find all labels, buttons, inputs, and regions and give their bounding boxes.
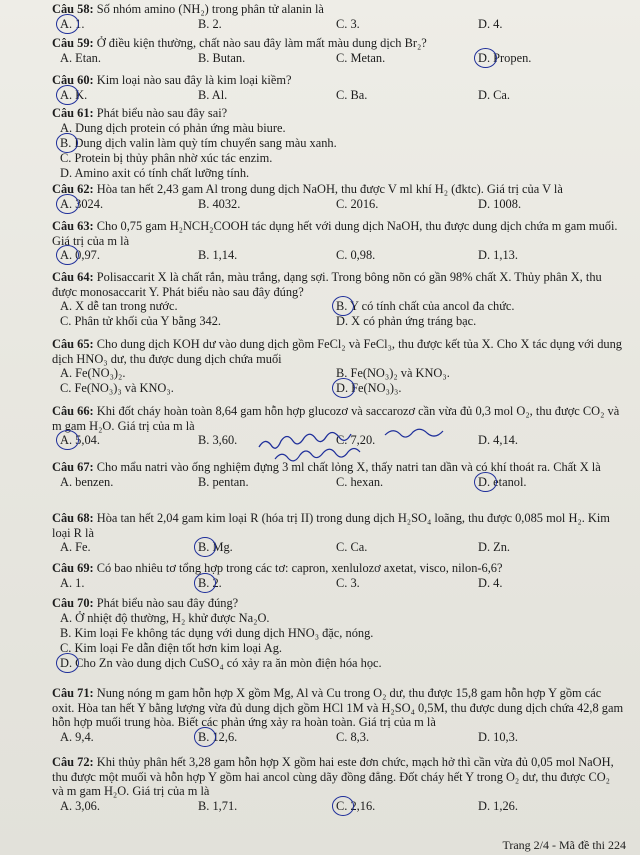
- option-d[interactable]: [478, 475, 527, 490]
- option-label: A.: [60, 50, 76, 65]
- question-stem: [52, 460, 624, 475]
- option-label: C.: [60, 150, 75, 165]
- question-stem: [52, 219, 624, 248]
- option-label: D.: [478, 474, 494, 489]
- option-d[interactable]: [478, 248, 518, 263]
- question-61: [52, 106, 624, 181]
- question-stem: [52, 686, 624, 730]
- option-label: B.: [198, 50, 213, 65]
- option-text: 0,98.: [350, 248, 376, 263]
- option-text: 2016.: [350, 196, 379, 211]
- question-62: [52, 182, 624, 212]
- option-a[interactable]: [60, 366, 125, 381]
- option-label: D.: [478, 798, 494, 813]
- option-text: X dễ tan trong nước.: [75, 299, 178, 314]
- option-label: A.: [60, 610, 76, 625]
- question-stem: [52, 337, 624, 366]
- option-label: B.: [198, 540, 213, 555]
- option-d[interactable]: [60, 656, 382, 670]
- option-text: Fe(NO₃)₃ và KNO₃.: [74, 381, 174, 396]
- question-58: [52, 2, 624, 32]
- option-text: 5,04.: [75, 433, 100, 448]
- option-c[interactable]: [336, 799, 375, 814]
- option-label: D.: [478, 87, 494, 102]
- option-d[interactable]: [478, 540, 510, 555]
- question-number: Câu 65:: [52, 337, 94, 351]
- question-67: [52, 460, 624, 490]
- option-d[interactable]: [478, 197, 521, 212]
- option-text: Ba.: [350, 87, 368, 102]
- option-label: D.: [60, 655, 76, 670]
- option-label: C.: [336, 575, 351, 590]
- option-label: A.: [60, 196, 76, 211]
- question-stem: [52, 596, 624, 611]
- option-text: Metan.: [350, 50, 386, 65]
- option-text: Propen.: [493, 50, 532, 65]
- option-c[interactable]: [336, 17, 360, 32]
- option-d[interactable]: [336, 314, 476, 329]
- option-text: Fe(NO₃)₂.: [75, 366, 126, 381]
- option-c[interactable]: [336, 576, 360, 591]
- option-text: Dung dịch protein có phản ứng màu biure.: [75, 120, 286, 135]
- option-text: 8,3.: [350, 729, 370, 744]
- option-label: B.: [198, 16, 213, 31]
- option-label: A.: [60, 433, 76, 448]
- option-line: [60, 656, 624, 671]
- option-b[interactable]: [198, 475, 249, 490]
- option-label: B.: [198, 474, 213, 489]
- option-c[interactable]: [336, 197, 378, 212]
- option-text: Etan.: [75, 50, 101, 65]
- option-d[interactable]: [336, 381, 401, 396]
- option-text: X có phản ứng tráng bạc.: [351, 314, 477, 329]
- option-label: D.: [336, 381, 352, 396]
- option-text: Ở nhiệt độ thường, H₂ khử được Na₂O.: [75, 610, 270, 625]
- option-b[interactable]: [198, 248, 237, 263]
- option-c[interactable]: [336, 475, 383, 490]
- option-text: Fe(NO₃)₂ và KNO₃.: [350, 366, 450, 381]
- question-number: Câu 58:: [52, 2, 94, 16]
- option-label: D.: [478, 196, 494, 211]
- option-text: 1,14.: [212, 248, 238, 263]
- option-a[interactable]: [60, 576, 84, 591]
- option-label: A.: [60, 299, 76, 314]
- option-label: B.: [336, 366, 351, 381]
- option-label: C.: [336, 729, 351, 744]
- option-text: Kim loại Fe không tác dụng với dung dịch HNO₃ đặc, nóng.: [74, 625, 374, 640]
- question-text: Ở điều kiện thường, chất nào sau đây làm mất màu dung dịch Br₂?: [93, 36, 427, 50]
- option-label: B.: [198, 248, 213, 263]
- option-text: Y có tính chất của ancol đa chức.: [350, 299, 515, 314]
- option-text: 4032.: [212, 196, 241, 211]
- option-d[interactable]: [478, 88, 510, 103]
- option-b[interactable]: [198, 17, 222, 32]
- option-text: 3.: [350, 16, 360, 31]
- option-text: 4.: [493, 575, 503, 590]
- question-60: [52, 73, 624, 103]
- question-stem: [52, 2, 624, 17]
- option-label: D.: [478, 729, 494, 744]
- option-label: B.: [198, 798, 213, 813]
- option-c[interactable]: [60, 641, 282, 655]
- option-b[interactable]: [198, 576, 222, 591]
- question-63: [52, 219, 624, 263]
- option-label: D.: [478, 575, 494, 590]
- option-text: 7,20.: [350, 433, 376, 448]
- option-text: Kim loại Fe dẫn điện tốt hơn kim loại Ag.: [74, 640, 283, 655]
- option-label: D.: [478, 16, 494, 31]
- question-text: Hòa tan hết 2,04 gam kim loại R (hóa trị II) trong dung dịch H₂SO₄ loãng, thu được 0,085 mol H₂. Kim loại R là: [52, 511, 610, 540]
- option-label: A.: [60, 540, 76, 555]
- option-b[interactable]: [198, 51, 245, 66]
- question-number: Câu 66:: [52, 404, 94, 418]
- option-text: 1.: [75, 16, 85, 31]
- option-label: C.: [336, 798, 351, 813]
- option-label: C.: [336, 16, 351, 31]
- option-text: K.: [75, 87, 88, 102]
- option-d[interactable]: [60, 166, 249, 180]
- option-label: B.: [198, 433, 213, 448]
- option-text: benzen.: [75, 474, 114, 489]
- option-text: 3024.: [75, 196, 104, 211]
- option-label: A.: [60, 798, 76, 813]
- option-text: 2,16.: [350, 798, 376, 813]
- option-label: A.: [60, 474, 76, 489]
- option-line: [60, 166, 624, 181]
- option-c[interactable]: [336, 433, 375, 448]
- option-b[interactable]: [60, 136, 337, 150]
- option-c[interactable]: [336, 88, 367, 103]
- question-text: Cho 0,75 gam H₂NCH₂COOH tác dụng hết với dung dịch NaOH, thu được dung dịch chứa m gam muối. Giá trị của m là: [52, 219, 618, 248]
- question-stem: [52, 404, 624, 433]
- option-line: [60, 151, 624, 166]
- option-text: 3.: [350, 575, 360, 590]
- option-b[interactable]: [198, 799, 237, 814]
- question-text: Phát biểu nào sau đây sai?: [93, 106, 228, 120]
- option-label: C.: [60, 640, 75, 655]
- question-number: Câu 69:: [52, 561, 94, 575]
- question-stem: [52, 561, 624, 576]
- question-stem: [52, 36, 624, 51]
- question-text: Khi đốt cháy hoàn toàn 8,64 gam hỗn hợp glucozơ và saccarozơ cần vừa đủ 0,3 mol O₂, thu được CO₂ và m gam H₂O. Giá trị của m là: [52, 404, 620, 433]
- option-text: Fe.: [75, 540, 91, 555]
- option-c[interactable]: [336, 51, 385, 66]
- question-stem: [52, 270, 624, 299]
- question-69: [52, 561, 624, 591]
- option-d[interactable]: [478, 730, 518, 745]
- option-label: C.: [336, 540, 351, 555]
- option-text: 2.: [212, 16, 222, 31]
- option-text: Phân tử khối của Y bằng 342.: [74, 314, 222, 329]
- question-stem: [52, 106, 624, 121]
- question-number: Câu 67:: [52, 460, 94, 474]
- question-text: Số nhóm amino (NH₂) trong phân tử alanin là: [93, 2, 324, 16]
- option-label: B.: [60, 135, 75, 150]
- question-number: Câu 72:: [52, 755, 94, 769]
- option-a[interactable]: [60, 121, 286, 135]
- option-text: 3,60.: [212, 433, 238, 448]
- option-a[interactable]: [60, 433, 100, 448]
- option-b[interactable]: [336, 366, 450, 381]
- option-label: C.: [60, 381, 75, 396]
- option-label: C.: [336, 87, 351, 102]
- page-footer: Trang 2/4 - Mã đề thi 224: [502, 838, 626, 852]
- option-text: 10,3.: [493, 729, 518, 744]
- option-a[interactable]: [60, 88, 87, 103]
- option-a[interactable]: [60, 51, 101, 66]
- option-label: A.: [60, 248, 76, 263]
- option-text: 12,6.: [212, 729, 238, 744]
- option-a[interactable]: [60, 611, 270, 625]
- question-text: Khi thủy phân hết 3,28 gam hỗn hợp X gồm hai este đơn chức, mạch hở thì cần vừa đủ 0,05 mol NaOH, thu được một muối và hỗn hợp Y gồm hai ancol cùng dãy đồng đẳng. Đốt cháy hết Y trong O₂ dư, thu được CO₂ và m gam H₂O. Giá trị của m là: [52, 755, 614, 799]
- option-d[interactable]: [478, 576, 502, 591]
- question-text: Cho mẩu natri vào ống nghiệm đựng 3 ml chất lỏng X, thấy natri tan dần và có khí thoát ra. Chất X là: [93, 460, 601, 474]
- question-59: [52, 36, 624, 66]
- question-66: [52, 404, 624, 448]
- option-label: D.: [478, 433, 494, 448]
- option-b[interactable]: [198, 88, 227, 103]
- option-a[interactable]: [60, 540, 91, 555]
- option-label: A.: [60, 575, 76, 590]
- option-b[interactable]: [60, 626, 373, 640]
- option-line: [60, 121, 624, 136]
- option-text: Zn.: [493, 540, 511, 555]
- option-a[interactable]: [60, 17, 84, 32]
- option-line: [60, 626, 624, 641]
- option-d[interactable]: [478, 799, 518, 814]
- option-label: B.: [60, 625, 75, 640]
- option-text: Amino axit có tính chất lưỡng tính.: [74, 165, 250, 180]
- question-stem: [52, 511, 624, 540]
- option-text: Butan.: [212, 50, 246, 65]
- option-label: D.: [478, 540, 494, 555]
- option-label: B.: [198, 87, 212, 102]
- option-c[interactable]: [336, 248, 375, 263]
- option-label: D.: [478, 50, 494, 65]
- option-c[interactable]: [336, 730, 369, 745]
- option-text: hexan.: [350, 474, 384, 489]
- option-label: B.: [198, 575, 213, 590]
- option-c[interactable]: [336, 540, 367, 555]
- option-b[interactable]: [198, 540, 233, 555]
- option-text: Dung dịch valin làm quỳ tím chuyển sang màu xanh.: [74, 135, 337, 150]
- option-text: 4.: [493, 16, 503, 31]
- question-text: Polisaccarit X là chất rắn, màu trắng, dạng sợi. Trong bông nõn có gần 98% chất X. Thủy phân X, thu được monosaccarit Y. Phát biểu nào sau đây đúng?: [52, 270, 602, 299]
- question-stem: [52, 182, 624, 197]
- option-label: A.: [60, 729, 76, 744]
- option-label: A.: [60, 120, 76, 135]
- option-a[interactable]: [60, 248, 100, 263]
- option-d[interactable]: [478, 51, 531, 66]
- question-text: Cho dung dịch KOH dư vào dung dịch gồm FeCl₂ và FeCl₃, thu được kết tủa X. Cho X tác dụng với dung dịch HNO₃ dư, thu được dung dịch chứa muối: [52, 337, 623, 366]
- option-label: B.: [198, 729, 213, 744]
- option-label: B.: [336, 299, 350, 314]
- question-stem: [52, 73, 624, 88]
- option-label: C.: [60, 314, 75, 329]
- question-number: Câu 61:: [52, 106, 94, 120]
- question-text: Có bao nhiêu tơ tổng hợp trong các tơ: capron, xenlulozơ axetat, visco, nilon-6,6?: [93, 561, 503, 575]
- option-text: 1,13.: [493, 248, 518, 263]
- question-68: [52, 511, 624, 555]
- question-number: Câu 70:: [52, 596, 94, 610]
- option-b[interactable]: [198, 730, 237, 745]
- option-label: C.: [336, 196, 351, 211]
- question-text: Phát biểu nào sau đây đúng?: [93, 596, 239, 610]
- option-b[interactable]: [198, 433, 237, 448]
- option-label: C.: [336, 474, 351, 489]
- question-text: Nung nóng m gam hỗn hợp X gồm Mg, Al và Cu trong O₂ dư, thu được 15,8 gam hỗn hợp Y gồm các oxit. Hòa tan hết Y bằng lượng vừa đủ dung dịch gồm HCl 1M và H₂SO₄ 0,5M, thu được dung dịch chứa 42,8 gam hỗn hợp muối trung hòa. Biết các phản ứng xảy ra hoàn toàn. Giá trị của m là: [52, 686, 624, 730]
- question-70: [52, 596, 624, 671]
- option-b[interactable]: [336, 299, 515, 314]
- option-label: A.: [60, 366, 76, 381]
- option-line: [60, 136, 624, 151]
- option-text: 0,97.: [75, 248, 100, 263]
- option-label: A.: [60, 16, 76, 31]
- question-stem: [52, 755, 624, 799]
- option-d[interactable]: [478, 17, 502, 32]
- option-d[interactable]: [478, 433, 518, 448]
- option-line: [60, 641, 624, 656]
- question-text: Hòa tan hết 2,43 gam Al trong dung dịch NaOH, thu được V ml khí H₂ (đktc). Giá trị của V là: [93, 182, 563, 196]
- question-number: Câu 60:: [52, 73, 94, 87]
- option-text: 1,71.: [212, 798, 238, 813]
- option-label: C.: [336, 50, 351, 65]
- option-text: 1008.: [493, 196, 522, 211]
- option-text: 2.: [212, 575, 222, 590]
- option-text: Cho Zn vào dung dịch CuSO₄ có xảy ra ăn mòn điện hóa học.: [75, 655, 382, 670]
- option-label: C.: [336, 248, 351, 263]
- option-c[interactable]: [60, 314, 221, 329]
- question-72: [52, 755, 624, 814]
- question-text: Kim loại nào sau đây là kim loại kiềm?: [93, 73, 292, 87]
- option-a[interactable]: [60, 299, 178, 314]
- question-number: Câu 71:: [52, 686, 94, 700]
- option-a[interactable]: [60, 197, 103, 212]
- option-text: 9,4.: [75, 729, 94, 744]
- option-b[interactable]: [198, 197, 240, 212]
- option-a[interactable]: [60, 475, 113, 490]
- option-a[interactable]: [60, 799, 100, 814]
- option-line: [60, 611, 624, 626]
- option-c[interactable]: [60, 381, 174, 396]
- option-text: 1,26.: [493, 798, 518, 813]
- option-label: B.: [198, 196, 213, 211]
- option-label: D.: [478, 248, 494, 263]
- option-text: etanol.: [493, 474, 527, 489]
- option-text: 4,14.: [493, 433, 518, 448]
- option-text: Mg.: [212, 540, 233, 555]
- question-64: [52, 270, 624, 329]
- option-c[interactable]: [60, 151, 272, 165]
- option-label: D.: [336, 314, 352, 329]
- option-label: C.: [336, 433, 351, 448]
- option-text: 3,06.: [75, 798, 100, 813]
- option-text: pentan.: [212, 474, 249, 489]
- option-text: Protein bị thủy phân nhờ xúc tác enzim.: [74, 150, 273, 165]
- question-number: Câu 64:: [52, 270, 94, 284]
- option-label: A.: [60, 87, 76, 102]
- option-label: D.: [60, 165, 75, 180]
- question-number: Câu 63:: [52, 219, 94, 233]
- option-text: 1.: [75, 575, 85, 590]
- option-text: Fe(NO₃)₃.: [351, 381, 402, 396]
- question-number: Câu 68:: [52, 511, 94, 525]
- question-number: Câu 62:: [52, 182, 94, 196]
- question-number: Câu 59:: [52, 36, 94, 50]
- question-71: [52, 686, 624, 745]
- option-text: Al.: [211, 87, 228, 102]
- question-65: [52, 337, 624, 396]
- option-a[interactable]: [60, 730, 94, 745]
- option-text: Ca.: [493, 87, 511, 102]
- option-text: Ca.: [350, 540, 368, 555]
